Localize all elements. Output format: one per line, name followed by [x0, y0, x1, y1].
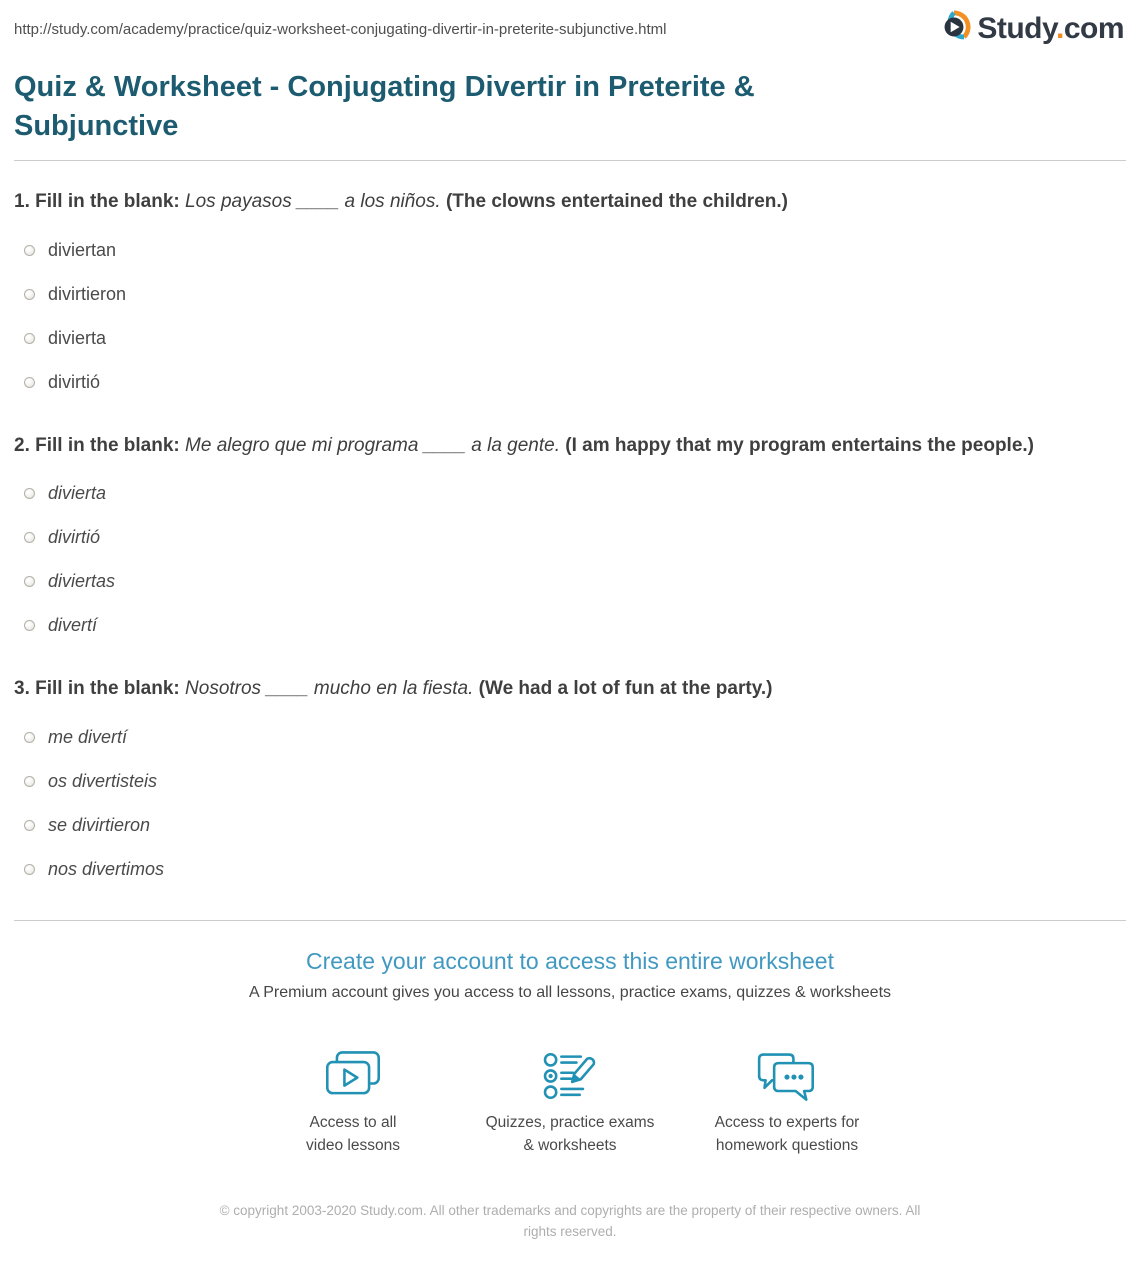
play-circle-icon — [937, 10, 971, 49]
radio-button[interactable] — [24, 333, 35, 344]
answer-option[interactable]: diviertas — [24, 571, 1126, 592]
feature-label: Quizzes, practice exams & worksheets — [485, 1114, 655, 1154]
feature-video-lessons — [245, 1038, 462, 1157]
feature-list — [14, 1038, 1126, 1157]
question-3-label: 3. Fill in the blank: — [14, 678, 180, 700]
answer-option[interactable]: divirtió — [24, 372, 1126, 393]
question-3-options — [14, 727, 1126, 880]
answer-option[interactable]: divierta — [24, 328, 1126, 349]
radio-button[interactable] — [24, 377, 35, 388]
page-title: Quiz & Worksheet - Conjugating Divertir in Preterite & Subjunctive — [14, 71, 755, 143]
question-2-prompt: Me alegro que mi programa ____ a la gente. — [185, 434, 560, 456]
radio-button[interactable] — [24, 864, 35, 875]
question-1 — [14, 189, 1126, 393]
question-1-heading — [14, 189, 1126, 216]
chat-experts-icon — [679, 1038, 896, 1102]
answer-option[interactable]: divirtió — [24, 527, 1126, 548]
question-3 — [14, 676, 1126, 880]
question-3-translation: (We had a lot of fun at the party.) — [478, 678, 773, 700]
create-account-link[interactable]: Create your account to access this entire worksheet — [306, 948, 834, 975]
answer-option[interactable]: nos divertimos — [24, 859, 1126, 880]
radio-button[interactable] — [24, 289, 35, 300]
radio-button[interactable] — [24, 620, 35, 631]
question-1-prompt: Los payasos ____ a los niños. — [185, 191, 441, 213]
answer-option[interactable]: se divirtieron — [24, 815, 1126, 836]
signup-cta — [14, 948, 1126, 1157]
video-lessons-icon — [245, 1038, 462, 1102]
radio-button[interactable] — [24, 576, 35, 587]
answer-option[interactable]: diviertan — [24, 240, 1126, 261]
premium-subheading: A Premium account gives you access to all lessons, practice exams, quizzes & worksheets — [248, 984, 892, 1002]
feature-label: Access to experts for homework questions — [714, 1114, 860, 1154]
logo-wordmark: Study.com — [977, 12, 1124, 45]
radio-button[interactable] — [24, 776, 35, 787]
question-2-label: 2. Fill in the blank: — [14, 434, 180, 456]
question-2 — [14, 433, 1126, 637]
question-3-heading — [14, 676, 1126, 703]
radio-button[interactable] — [24, 488, 35, 499]
feature-homework-experts — [679, 1038, 896, 1157]
feature-quizzes-worksheets — [462, 1038, 679, 1157]
radio-button[interactable] — [24, 245, 35, 256]
question-1-translation: (The clowns entertained the children.) — [445, 191, 788, 213]
copyright-notice: © copyright 2003-2020 Study.com. All other trademarks and copyrights are the property of their respective owners. All rights reserved. — [219, 1203, 921, 1239]
question-3-prompt: Nosotros ____ mucho en la fiesta. — [185, 678, 474, 700]
quizzes-worksheets-icon — [462, 1038, 679, 1102]
answer-option[interactable]: divirtieron — [24, 284, 1126, 305]
radio-button[interactable] — [24, 820, 35, 831]
question-2-translation: (I am happy that my program entertains the people.) — [565, 434, 1035, 456]
study-com-logo[interactable] — [937, 10, 1124, 49]
section-divider — [14, 920, 1126, 921]
question-2-options — [14, 483, 1126, 636]
question-2-heading — [14, 433, 1126, 460]
question-1-options — [14, 240, 1126, 393]
page-header — [0, 0, 1140, 52]
source-url: http://study.com/academy/practice/quiz-worksheet-conjugating-divertir-in-preterite-subjunctive.html — [14, 20, 667, 38]
answer-option[interactable]: divertí — [24, 615, 1126, 636]
radio-button[interactable] — [24, 532, 35, 543]
feature-label: Access to all video lessons — [306, 1114, 400, 1154]
answer-option[interactable]: divierta — [24, 483, 1126, 504]
answer-option[interactable]: os divertisteis — [24, 771, 1126, 792]
title-divider — [14, 160, 1126, 161]
question-1-label: 1. Fill in the blank: — [14, 191, 180, 213]
answer-option[interactable]: me divertí — [24, 727, 1126, 748]
radio-button[interactable] — [24, 732, 35, 743]
